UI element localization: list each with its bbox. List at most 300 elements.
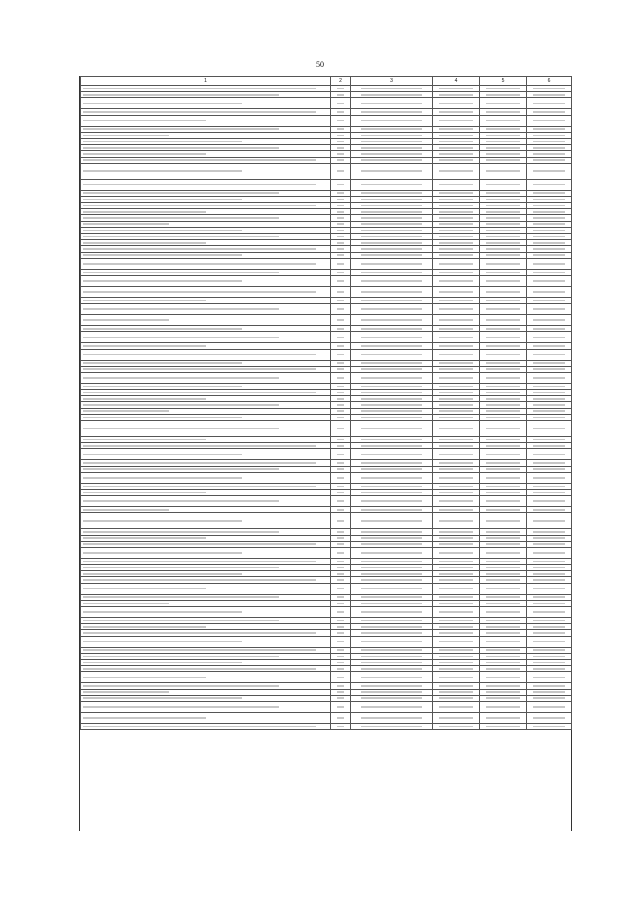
- table-cell: [480, 286, 527, 297]
- text-placeholder: [439, 103, 473, 105]
- text-placeholder: [533, 492, 565, 494]
- text-placeholder: [83, 230, 242, 232]
- text-placeholder: [361, 486, 423, 488]
- table-cell: [331, 115, 351, 126]
- text-placeholder: [337, 328, 345, 330]
- text-placeholder: [361, 445, 423, 447]
- text-placeholder: [486, 217, 520, 219]
- text-placeholder: [361, 404, 423, 406]
- text-placeholder: [486, 500, 520, 502]
- text-placeholder: [361, 345, 423, 347]
- table-cell: [527, 163, 572, 179]
- table-cell: [81, 672, 331, 683]
- text-placeholder: [533, 223, 565, 225]
- table-cell: [81, 421, 331, 437]
- text-placeholder: [486, 254, 520, 256]
- text-placeholder: [533, 626, 565, 628]
- table-cell: [331, 449, 351, 460]
- text-placeholder: [83, 337, 279, 339]
- text-placeholder: [486, 626, 520, 628]
- table-cell: [433, 672, 480, 683]
- table-row: [81, 472, 572, 483]
- text-placeholder: [439, 573, 473, 575]
- text-placeholder: [337, 537, 345, 539]
- text-placeholder: [533, 404, 565, 406]
- text-placeholder: [439, 410, 473, 412]
- text-placeholder: [361, 579, 423, 581]
- text-placeholder: [533, 147, 565, 149]
- text-placeholder: [439, 377, 473, 379]
- text-placeholder: [439, 354, 473, 356]
- text-placeholder: [439, 543, 473, 545]
- text-placeholder: [83, 223, 169, 225]
- table-cell: [81, 179, 331, 190]
- text-placeholder: [83, 159, 316, 161]
- table-row: [81, 98, 572, 109]
- text-placeholder: [533, 691, 565, 693]
- text-placeholder: [486, 170, 520, 172]
- text-placeholder: [486, 632, 520, 634]
- text-placeholder: [337, 691, 345, 693]
- text-placeholder: [439, 211, 473, 213]
- table-row: [81, 304, 572, 315]
- text-placeholder: [439, 561, 473, 563]
- text-placeholder: [486, 103, 520, 105]
- text-placeholder: [337, 428, 345, 430]
- text-placeholder: [361, 199, 423, 201]
- text-placeholder: [439, 596, 473, 598]
- text-placeholder: [337, 632, 345, 634]
- table-cell: [480, 547, 527, 558]
- table-row: [81, 513, 572, 529]
- text-placeholder: [361, 184, 423, 186]
- text-placeholder: [486, 454, 520, 456]
- text-placeholder: [486, 398, 520, 400]
- text-placeholder: [533, 120, 565, 122]
- text-placeholder: [361, 561, 423, 563]
- text-placeholder: [337, 135, 345, 137]
- text-placeholder: [486, 567, 520, 569]
- table-cell: [351, 258, 433, 269]
- text-placeholder: [439, 199, 473, 201]
- text-placeholder: [361, 354, 423, 356]
- table-row: [81, 701, 572, 712]
- text-placeholder: [337, 477, 345, 479]
- text-placeholder: [533, 543, 565, 545]
- text-placeholder: [439, 477, 473, 479]
- text-placeholder: [533, 300, 565, 302]
- page-number: 50: [316, 60, 324, 69]
- table-cell: [480, 115, 527, 126]
- table-cell: [331, 179, 351, 190]
- table-cell: [351, 712, 433, 723]
- text-placeholder: [83, 691, 169, 693]
- table-cell: [81, 607, 331, 618]
- table-cell: [433, 472, 480, 483]
- table-cell: [351, 496, 433, 507]
- text-placeholder: [361, 417, 423, 419]
- text-placeholder: [439, 120, 473, 122]
- table-cell: [331, 472, 351, 483]
- text-placeholder: [337, 111, 345, 113]
- table-cell: [527, 496, 572, 507]
- text-placeholder: [83, 620, 279, 622]
- text-placeholder: [533, 248, 565, 250]
- table-cell: [527, 672, 572, 683]
- table-row: [81, 583, 572, 594]
- text-placeholder: [361, 242, 423, 244]
- text-placeholder: [486, 641, 520, 643]
- table-cell: [480, 472, 527, 483]
- column-number: 5: [480, 77, 527, 86]
- text-placeholder: [83, 588, 206, 590]
- table-row: [81, 332, 572, 343]
- table-row: [81, 636, 572, 647]
- table-cell: [81, 304, 331, 315]
- text-placeholder: [486, 128, 520, 130]
- text-placeholder: [361, 300, 423, 302]
- table-cell: [527, 513, 572, 529]
- text-placeholder: [486, 428, 520, 430]
- text-placeholder: [337, 410, 345, 412]
- table-cell: [351, 583, 433, 594]
- text-placeholder: [361, 717, 423, 719]
- text-placeholder: [439, 291, 473, 293]
- table-cell: [351, 723, 433, 729]
- table-row: [81, 672, 572, 683]
- text-placeholder: [337, 170, 345, 172]
- text-placeholder: [486, 462, 520, 464]
- text-placeholder: [486, 300, 520, 302]
- text-placeholder: [486, 677, 520, 679]
- text-placeholder: [361, 588, 423, 590]
- text-placeholder: [439, 236, 473, 238]
- text-placeholder: [337, 500, 345, 502]
- table-cell: [351, 275, 433, 286]
- text-placeholder: [83, 468, 279, 470]
- table-cell: [331, 672, 351, 683]
- text-placeholder: [439, 468, 473, 470]
- text-placeholder: [439, 697, 473, 699]
- text-placeholder: [83, 596, 279, 598]
- text-placeholder: [83, 170, 242, 172]
- text-placeholder: [439, 588, 473, 590]
- text-placeholder: [83, 520, 242, 522]
- table-cell: [433, 712, 480, 723]
- budget-table-frame: [79, 76, 572, 831]
- text-placeholder: [486, 410, 520, 412]
- table-cell: [81, 275, 331, 286]
- table-cell: [331, 304, 351, 315]
- column-number: 2: [331, 77, 351, 86]
- text-placeholder: [361, 596, 423, 598]
- text-placeholder: [337, 141, 345, 143]
- text-placeholder: [439, 439, 473, 441]
- text-placeholder: [337, 128, 345, 130]
- text-placeholder: [533, 531, 565, 533]
- table-cell: [527, 315, 572, 326]
- table-cell: [81, 98, 331, 109]
- text-placeholder: [361, 328, 423, 330]
- text-placeholder: [486, 573, 520, 575]
- text-placeholder: [361, 223, 423, 225]
- text-placeholder: [533, 611, 565, 613]
- text-placeholder: [337, 468, 345, 470]
- text-placeholder: [83, 706, 279, 708]
- text-placeholder: [439, 170, 473, 172]
- table-row: [81, 286, 572, 297]
- text-placeholder: [486, 337, 520, 339]
- text-placeholder: [83, 531, 279, 533]
- text-placeholder: [361, 468, 423, 470]
- text-placeholder: [439, 337, 473, 339]
- text-placeholder: [533, 552, 565, 554]
- text-placeholder: [533, 103, 565, 105]
- table-cell: [81, 472, 331, 483]
- text-placeholder: [486, 242, 520, 244]
- text-placeholder: [533, 362, 565, 364]
- text-placeholder: [486, 291, 520, 293]
- text-placeholder: [439, 153, 473, 155]
- text-placeholder: [533, 477, 565, 479]
- text-placeholder: [361, 319, 423, 321]
- text-placeholder: [486, 561, 520, 563]
- table-row: [81, 607, 572, 618]
- text-placeholder: [361, 462, 423, 464]
- text-placeholder: [533, 141, 565, 143]
- text-placeholder: [439, 217, 473, 219]
- table-cell: [331, 712, 351, 723]
- text-placeholder: [83, 192, 279, 194]
- text-placeholder: [337, 386, 345, 388]
- text-placeholder: [361, 272, 423, 274]
- text-placeholder: [439, 567, 473, 569]
- table-cell: [351, 701, 433, 712]
- text-placeholder: [439, 392, 473, 394]
- text-placeholder: [533, 153, 565, 155]
- text-placeholder: [83, 717, 206, 719]
- text-placeholder: [533, 254, 565, 256]
- table-cell: [433, 275, 480, 286]
- text-placeholder: [439, 94, 473, 96]
- text-placeholder: [486, 417, 520, 419]
- text-placeholder: [439, 192, 473, 194]
- table-cell: [527, 372, 572, 383]
- text-placeholder: [83, 656, 279, 658]
- text-placeholder: [337, 668, 345, 670]
- text-placeholder: [337, 291, 345, 293]
- text-placeholder: [337, 454, 345, 456]
- text-placeholder: [83, 492, 206, 494]
- text-placeholder: [83, 626, 206, 628]
- text-placeholder: [533, 211, 565, 213]
- text-placeholder: [337, 308, 345, 310]
- text-placeholder: [486, 685, 520, 687]
- text-placeholder: [337, 561, 345, 563]
- text-placeholder: [337, 199, 345, 201]
- text-placeholder: [337, 567, 345, 569]
- text-placeholder: [486, 368, 520, 370]
- text-placeholder: [533, 205, 565, 207]
- text-placeholder: [533, 272, 565, 274]
- text-placeholder: [533, 392, 565, 394]
- table-cell: [527, 607, 572, 618]
- text-placeholder: [361, 428, 423, 430]
- table-cell: [433, 496, 480, 507]
- text-placeholder: [83, 509, 169, 511]
- text-placeholder: [533, 509, 565, 511]
- table-row: [81, 496, 572, 507]
- text-placeholder: [361, 677, 423, 679]
- table-cell: [81, 513, 331, 529]
- text-placeholder: [533, 263, 565, 265]
- text-placeholder: [486, 656, 520, 658]
- text-placeholder: [533, 337, 565, 339]
- text-placeholder: [533, 632, 565, 634]
- text-placeholder: [486, 588, 520, 590]
- text-placeholder: [533, 500, 565, 502]
- text-placeholder: [486, 94, 520, 96]
- text-placeholder: [486, 362, 520, 364]
- text-placeholder: [533, 398, 565, 400]
- text-placeholder: [439, 641, 473, 643]
- text-placeholder: [439, 520, 473, 522]
- text-placeholder: [83, 641, 242, 643]
- text-placeholder: [361, 377, 423, 379]
- table-cell: [351, 472, 433, 483]
- table-cell: [81, 449, 331, 460]
- table-cell: [331, 275, 351, 286]
- text-placeholder: [83, 386, 242, 388]
- text-placeholder: [533, 368, 565, 370]
- table-cell: [433, 547, 480, 558]
- text-placeholder: [439, 345, 473, 347]
- text-placeholder: [337, 717, 345, 719]
- text-placeholder: [439, 248, 473, 250]
- table-row: [81, 421, 572, 437]
- text-placeholder: [439, 147, 473, 149]
- text-placeholder: [83, 368, 316, 370]
- table-cell: [433, 315, 480, 326]
- text-placeholder: [533, 685, 565, 687]
- text-placeholder: [337, 236, 345, 238]
- table-cell: [351, 304, 433, 315]
- text-placeholder: [533, 280, 565, 282]
- table-cell: [81, 701, 331, 712]
- text-placeholder: [337, 626, 345, 628]
- text-placeholder: [337, 354, 345, 356]
- text-placeholder: [439, 263, 473, 265]
- text-placeholder: [361, 103, 423, 105]
- table-cell: [351, 115, 433, 126]
- text-placeholder: [486, 141, 520, 143]
- text-placeholder: [486, 377, 520, 379]
- text-placeholder: [533, 520, 565, 522]
- text-placeholder: [83, 128, 279, 130]
- text-placeholder: [361, 611, 423, 613]
- text-placeholder: [533, 128, 565, 130]
- text-placeholder: [439, 500, 473, 502]
- text-placeholder: [533, 717, 565, 719]
- text-placeholder: [533, 537, 565, 539]
- text-placeholder: [533, 567, 565, 569]
- table-cell: [351, 513, 433, 529]
- text-placeholder: [533, 242, 565, 244]
- text-placeholder: [83, 649, 316, 651]
- text-placeholder: [439, 184, 473, 186]
- table-cell: [331, 332, 351, 343]
- table-cell: [331, 513, 351, 529]
- table-cell: [480, 349, 527, 360]
- table-cell: [81, 332, 331, 343]
- text-placeholder: [337, 649, 345, 651]
- text-placeholder: [439, 632, 473, 634]
- text-placeholder: [361, 205, 423, 207]
- text-placeholder: [533, 486, 565, 488]
- text-placeholder: [439, 308, 473, 310]
- text-placeholder: [361, 128, 423, 130]
- text-placeholder: [486, 691, 520, 693]
- text-placeholder: [533, 445, 565, 447]
- text-placeholder: [83, 477, 242, 479]
- table-row: [81, 449, 572, 460]
- text-placeholder: [533, 308, 565, 310]
- text-placeholder: [361, 211, 423, 213]
- text-placeholder: [486, 537, 520, 539]
- text-placeholder: [486, 263, 520, 265]
- text-placeholder: [361, 656, 423, 658]
- text-placeholder: [486, 386, 520, 388]
- text-placeholder: [337, 697, 345, 699]
- text-placeholder: [337, 662, 345, 664]
- table-cell: [331, 372, 351, 383]
- text-placeholder: [533, 217, 565, 219]
- text-placeholder: [361, 236, 423, 238]
- table-cell: [351, 421, 433, 437]
- text-placeholder: [439, 492, 473, 494]
- text-placeholder: [486, 147, 520, 149]
- text-placeholder: [533, 159, 565, 161]
- text-placeholder: [83, 417, 242, 419]
- text-placeholder: [439, 205, 473, 207]
- text-placeholder: [83, 668, 316, 670]
- text-placeholder: [83, 552, 242, 554]
- text-placeholder: [361, 697, 423, 699]
- text-placeholder: [337, 263, 345, 265]
- text-placeholder: [533, 603, 565, 605]
- text-placeholder: [486, 354, 520, 356]
- table-cell: [480, 583, 527, 594]
- text-placeholder: [533, 662, 565, 664]
- text-placeholder: [361, 392, 423, 394]
- text-placeholder: [83, 362, 242, 364]
- text-placeholder: [361, 308, 423, 310]
- text-placeholder: [83, 135, 169, 137]
- text-placeholder: [486, 579, 520, 581]
- table-row: [81, 372, 572, 383]
- text-placeholder: [486, 509, 520, 511]
- text-placeholder: [337, 242, 345, 244]
- text-placeholder: [439, 135, 473, 137]
- table-row: [81, 179, 572, 190]
- table-cell: [433, 98, 480, 109]
- text-placeholder: [533, 561, 565, 563]
- text-placeholder: [533, 439, 565, 441]
- text-placeholder: [361, 620, 423, 622]
- table-cell: [433, 701, 480, 712]
- text-placeholder: [439, 626, 473, 628]
- table-cell: [480, 421, 527, 437]
